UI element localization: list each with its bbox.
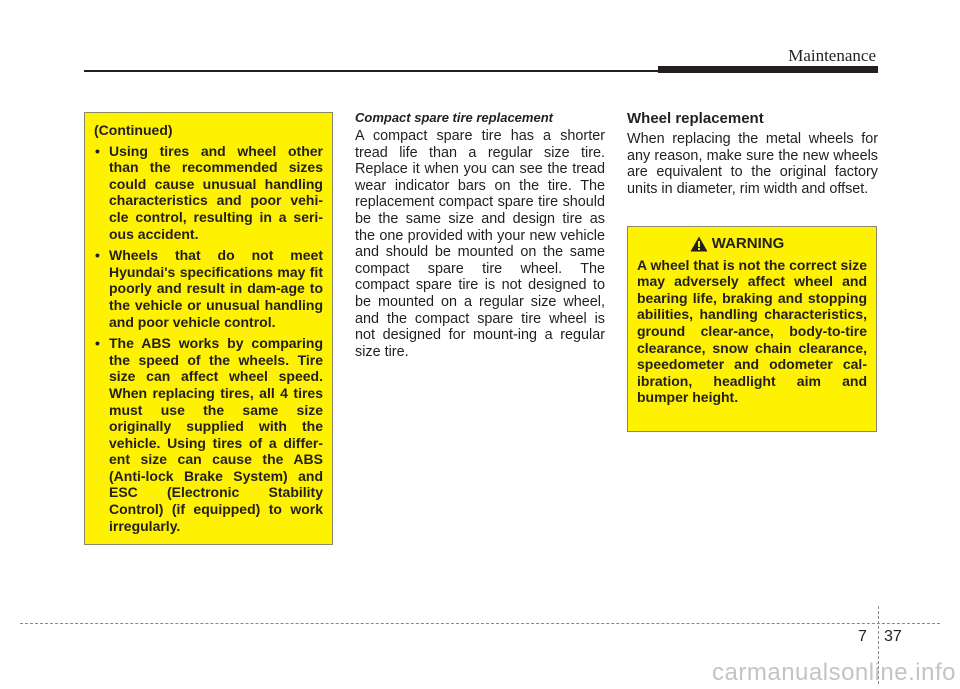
- warning-box: [627, 226, 877, 432]
- header-bar: [658, 66, 878, 73]
- warning-triangle-icon: [690, 236, 708, 252]
- compact-spare-heading: Compact spare tire replacement: [355, 110, 553, 125]
- header-rule: [84, 70, 660, 72]
- watermark-text: carmanualsonline.info: [712, 659, 956, 686]
- page-header-title: Maintenance: [788, 46, 876, 65]
- caution-bullet: • Using tires and wheel other than the recommended sizes could cause unusual handling characteristics and poor vehi-cle control, resulting in a seri-ous accident.: [94, 143, 323, 243]
- continued-label: (Continued): [94, 122, 173, 138]
- page-number: 37: [884, 628, 902, 645]
- caution-continued-box: [84, 112, 333, 545]
- caution-bullet: • Wheels that do not meet Hyundai's specifications may fit poorly and result in dam-age to the vehicle or unusual handling and poor vehicle control.: [94, 247, 323, 330]
- wheel-replacement-heading: Wheel replacement: [627, 110, 764, 127]
- warning-body: A wheel that is not the correct size may adversely affect wheel and bearing life, braking and stopping abilities, handling characteristics, ground clear-ance, body-to-tire clearance, snow chain clearance, speedometer and odometer cal-ibration, headlight aim and bumper height.: [637, 256, 867, 406]
- compact-spare-body: A compact spare tire has a shorter tread life than a regular size tire. Replace it when you can see the tread wear indicator bars on the tire. The replacement compact spare tire should be the same size and design tire as the one provided with your new vehicle and should be mounted on the same compact spare tire wheel. The compact spare tire is not designed to be mounted on a regular size wheel, and the compact spare tire wheel is not designed for mount-ing a regular size tire.: [355, 128, 605, 360]
- warning-header: [637, 236, 867, 253]
- warning-title: WARNING: [711, 235, 785, 252]
- chapter-number: 7: [858, 628, 867, 645]
- caution-bullet: • The ABS works by comparing the speed of the wheels. Tire size can affect wheel speed. When replacing tires, all 4 tires must use the same size originally supplied with the vehicle. Using tires of a differ-ent size can cause the ABS (Anti-lock Brake System) and ESC (Electronic Stability Control) (if equipped) to work irregularly.: [94, 335, 323, 534]
- wheel-replacement-body: When replacing the metal wheels for any reason, make sure the new wheels are equivalent to the original factory units in diameter, rim width and offset.: [627, 131, 878, 197]
- footer-rule: [20, 623, 940, 624]
- caution-bullet-list: [94, 143, 323, 535]
